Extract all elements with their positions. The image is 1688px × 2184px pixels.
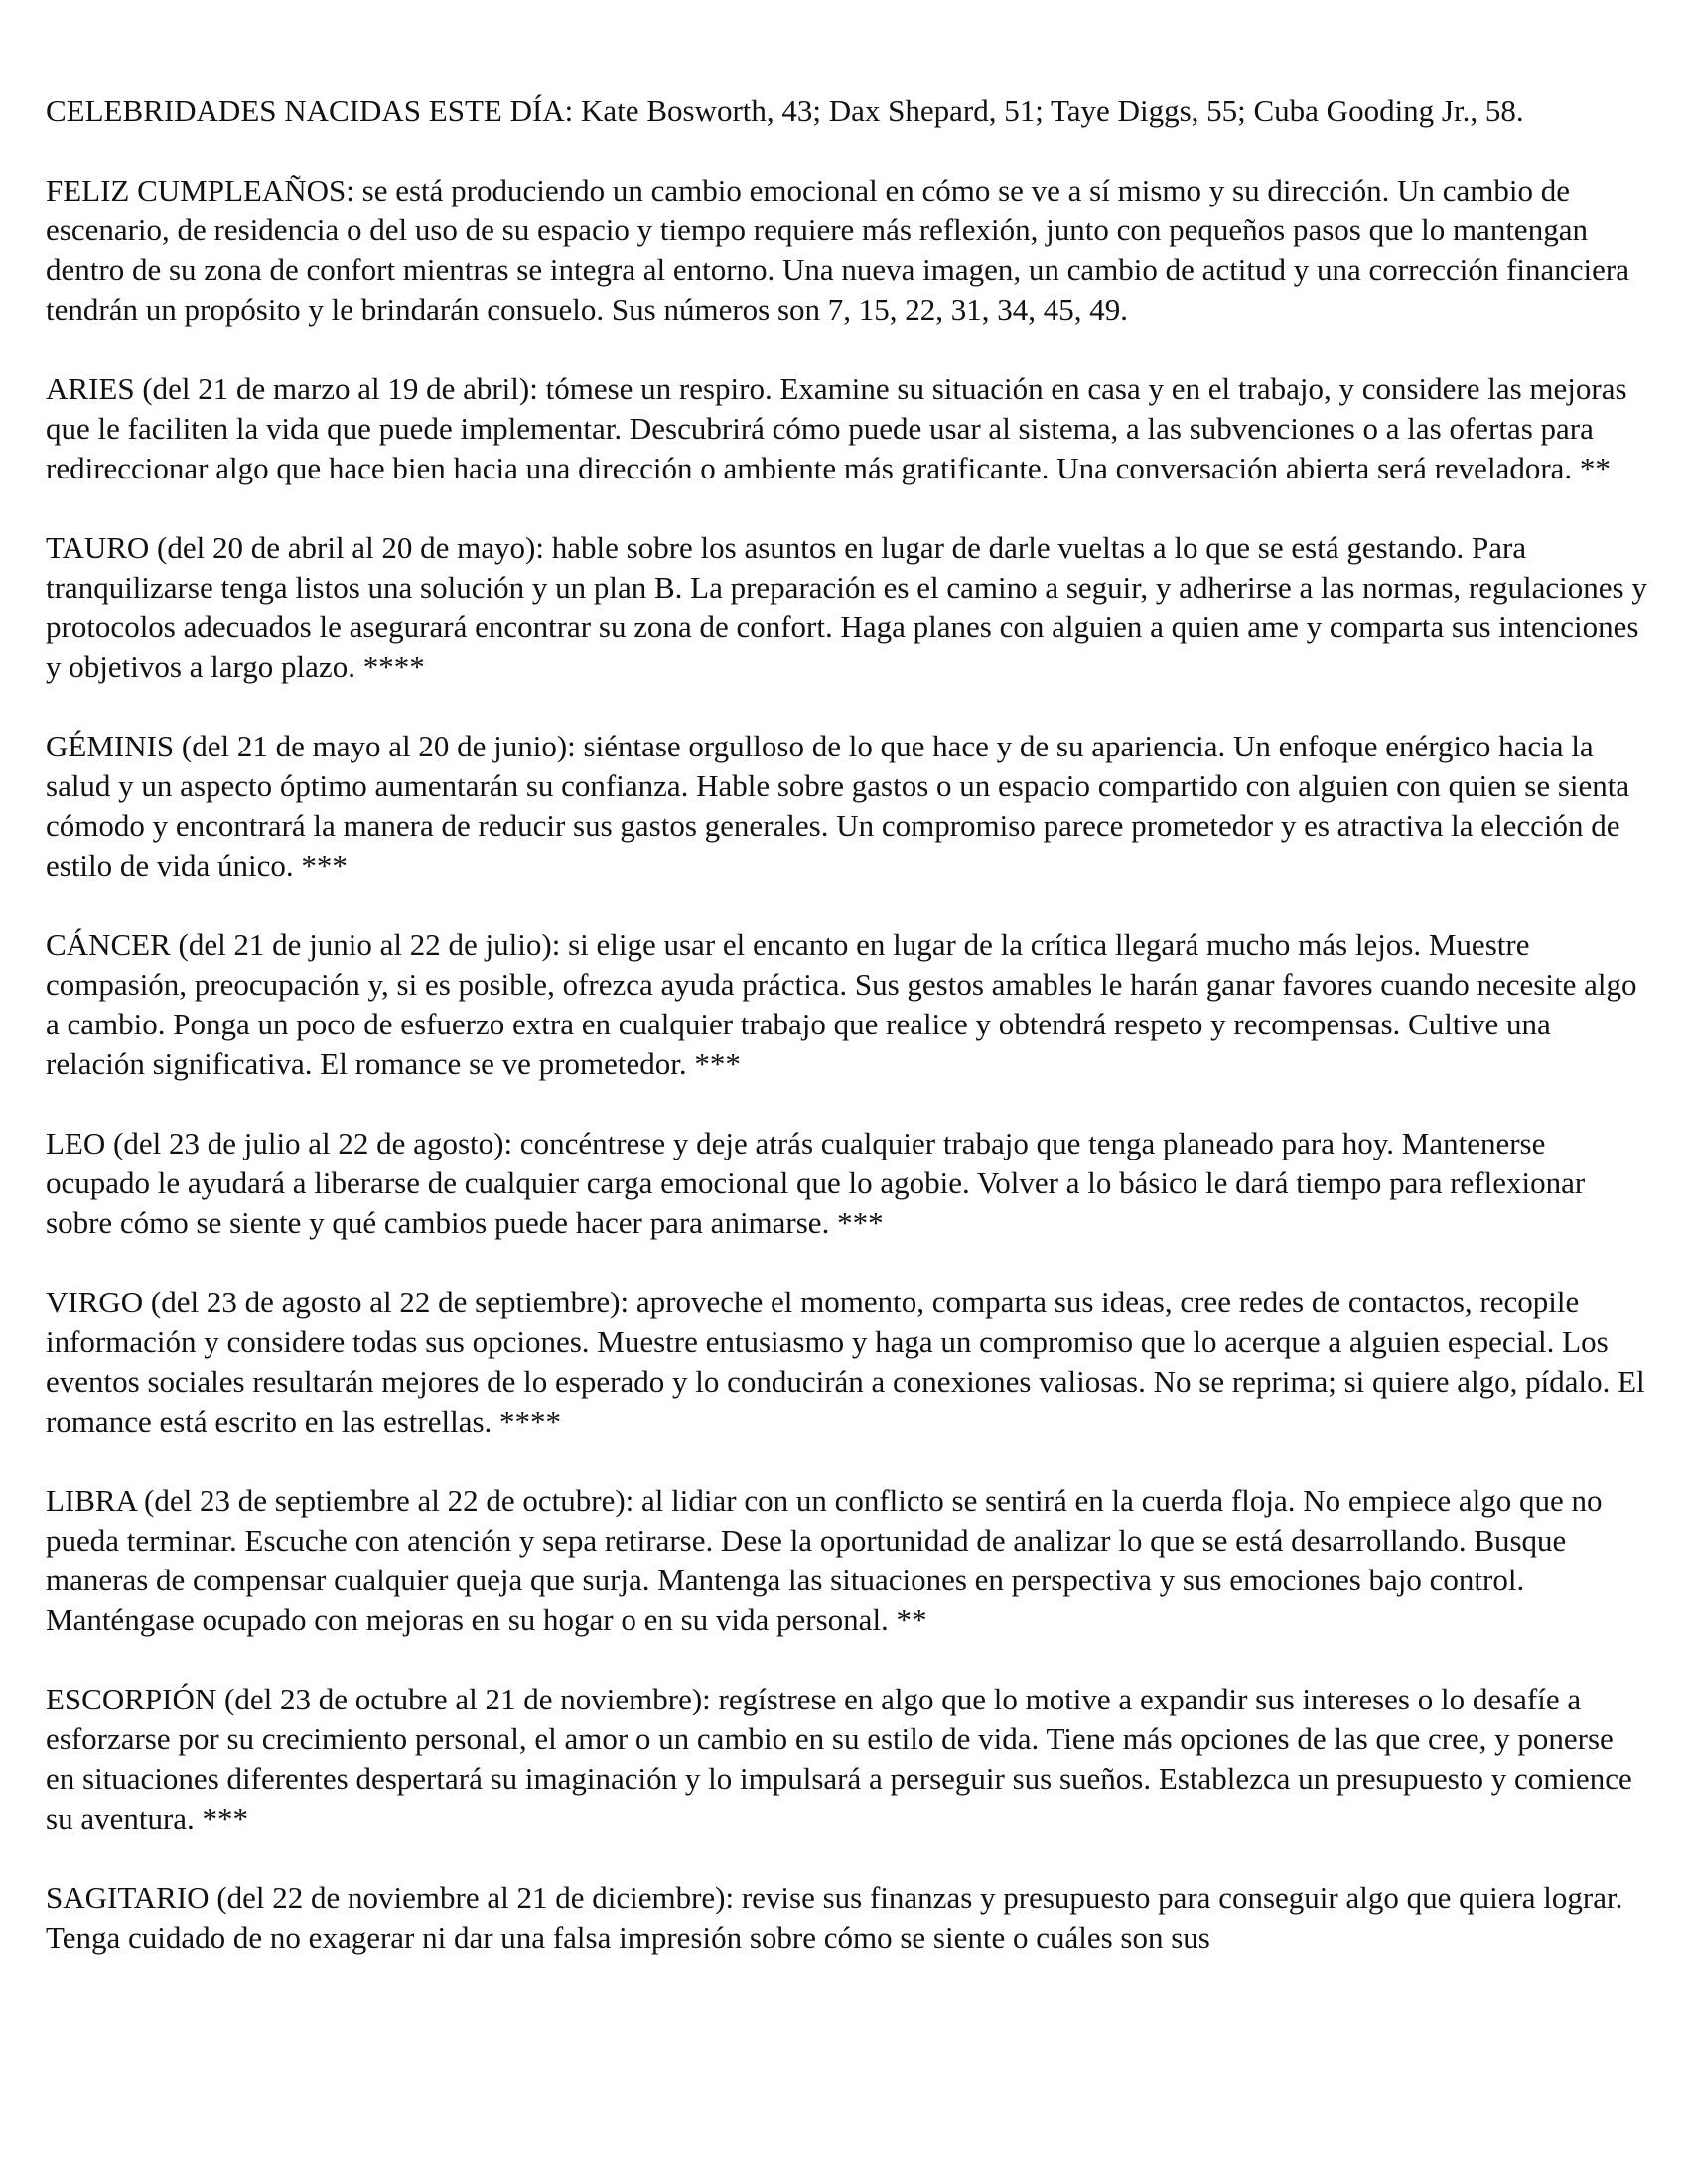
horoscope-scorpio: ESCORPIÓN (del 23 de octubre al 21 de noviembre): regístrese en algo que lo motive a expandir sus intereses o lo desafíe a esforzarse por su crecimiento personal, el amor o un cambio en su estilo de vida. Tiene más opciones de las que cree, y ponerse en situaciones diferentes despertará su imaginación y lo impulsará a perseguir sus sueños. Establezca un presupuesto y comience su aventura. *** [46, 1682, 1632, 1836]
horoscope-cancer: CÁNCER (del 21 de junio al 22 de julio): si elige usar el encanto en lugar de la crítica llegará mucho más lejos. Muestre compasión, preocupación y, si es posible, ofrezca ayuda práctica. Sus gestos amables le harán ganar favores cuando necesite algo a cambio. Ponga un poco de esfuerzo extra en cualquier trabajo que realice y obtendrá respeto y recompensas. Cultive una relación significativa. El romance se ve prometedor. *** [46, 927, 1637, 1081]
horoscope-leo: LEO (del 23 de julio al 22 de agosto): concéntrese y deje atrás cualquier trabajo que tenga planeado para hoy. Mantenerse ocupado le ayudará a liberarse de cualquier carga emocional que lo agobie. Volver a lo básico le dará tiempo para reflexionar sobre cómo se siente y qué cambios puede hacer para animarse. *** [46, 1126, 1586, 1240]
birthday-paragraph: FELIZ CUMPLEAÑOS: se está produciendo un cambio emocional en cómo se ve a sí mismo y su dirección. Un cambio de escenario, de residencia o del uso de su espacio y tiempo requiere más reflexión, junto con pequeños pasos que lo mantengan dentro de su zona de confort mientras se integra al entorno. Una nueva imagen, un cambio de actitud y una corrección financiera tendrán un propósito y le brindarán consuelo. Sus números son 7, 15, 22, 31, 34, 45, 49. [46, 173, 1630, 327]
horoscope-gemini: GÉMINIS (del 21 de mayo al 20 de junio): siéntase orgulloso de lo que hace y de su apariencia. Un enfoque enérgico hacia la salud y un aspecto óptimo aumentarán su confianza. Hable sobre gastos o un espacio compartido con alguien con quien se sienta cómodo y encontrará la manera de reducir sus gastos generales. Un compromiso parece prometedor y es atractiva la elección de estilo de vida único. *** [46, 729, 1630, 883]
document-page [46, 91, 1648, 1997]
horoscope-sagittarius: SAGITARIO (del 22 de noviembre al 21 de diciembre): revise sus finanzas y presupuesto para conseguir algo que quiera lograr. Tenga cuidado de no exagerar ni dar una falsa impresión sobre cómo se siente o cuáles son sus [46, 1880, 1623, 1955]
celebrities-paragraph: CELEBRIDADES NACIDAS ESTE DÍA: Kate Bosworth, 43; Dax Shepard, 51; Taye Diggs, 55; Cuba Gooding Jr., 58. [46, 93, 1524, 128]
horoscope-taurus: TAURO (del 20 de abril al 20 de mayo): hable sobre los asuntos en lugar de darle vueltas a lo que se está gestando. Para tranquilizarse tenga listos una solución y un plan B. La preparación es el camino a seguir, y adherirse a las normas, regulaciones y protocolos adecuados le asegurará encontrar su zona de confort. Haga planes con alguien a quien ame y comparta sus intenciones y objetivos a largo plazo. **** [46, 530, 1647, 684]
horoscope-virgo: VIRGO (del 23 de agosto al 22 de septiembre): aproveche el momento, comparta sus ideas, cree redes de contactos, recopile información y considere todas sus opciones. Muestre entusiasmo y haga un compromiso que lo acerque a alguien especial. Los eventos sociales resultarán mejores de lo esperado y lo conducirán a conexiones valiosas. No se reprima; si quiere algo, pídalo. El romance está escrito en las estrellas. **** [46, 1285, 1645, 1438]
horoscope-libra: LIBRA (del 23 de septiembre al 22 de octubre): al lidiar con un conflicto se sentirá en la cuerda floja. No empiece algo que no pueda terminar. Escuche con atención y sepa retirarse. Dese la oportunidad de analizar lo que se está desarrollando. Busque maneras de compensar cualquier queja que surja. Mantenga las situaciones en perspectiva y sus emociones bajo control. Manténgase ocupado con mejoras en su hogar o en su vida personal. ** [46, 1483, 1603, 1637]
horoscope-aries: ARIES (del 21 de marzo al 19 de abril): tómese un respiro. Examine su situación en casa y en el trabajo, y considere las mejoras que le faciliten la vida que puede implementar. Descubrirá cómo puede usar al sistema, a las subvenciones o a las ofertas para redireccionar algo que hace bien hacia una dirección o ambiente más gratificante. Una conversación abierta será reveladora. ** [46, 371, 1627, 485]
